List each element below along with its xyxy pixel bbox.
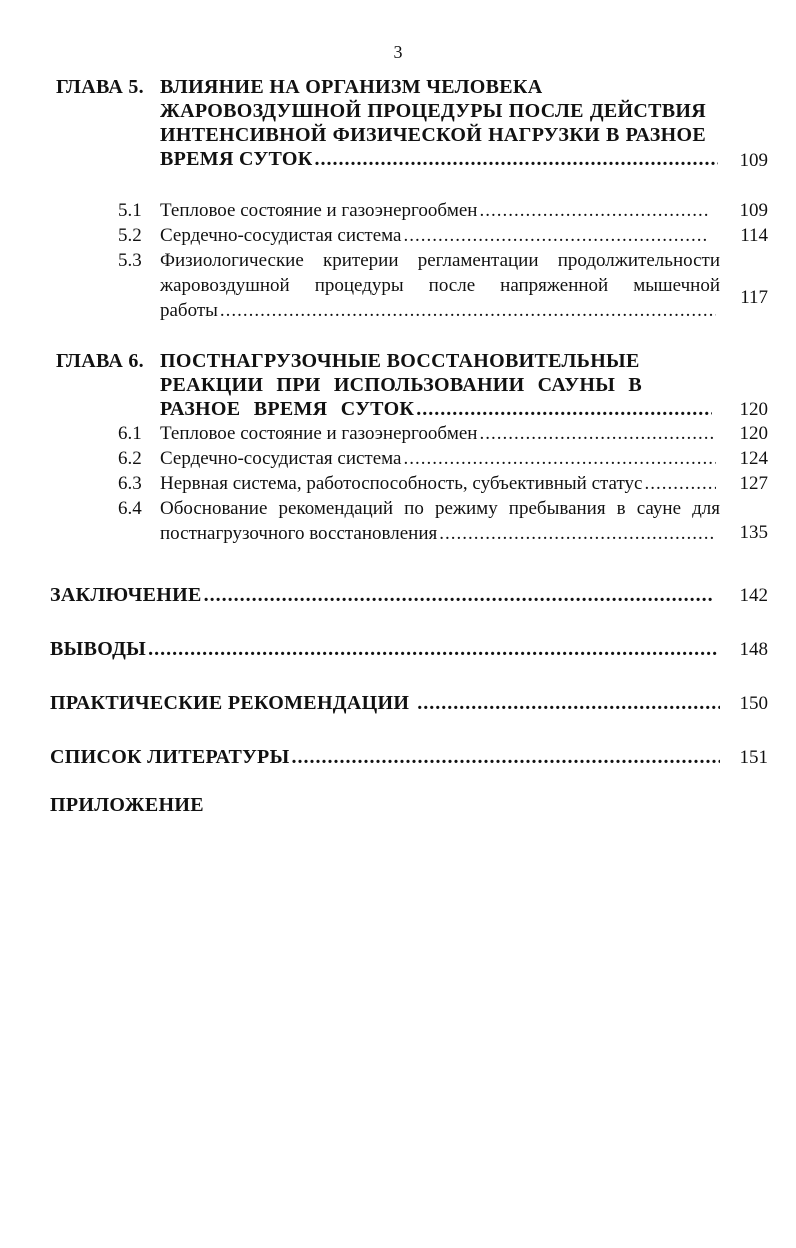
leader-dots (403, 448, 716, 470)
leader-dots (417, 692, 720, 715)
chapter5-title-line1: ВЛИЯНИЕ НА ОРГАНИЗМ ЧЕЛОВЕКА (160, 76, 543, 98)
chapter5-page: 109 (739, 150, 768, 171)
appendix-entry: ПРИЛОЖЕНИЕ (50, 794, 204, 816)
section-6-1-title: Тепловое состояние и газоэнергообмен ..... (160, 423, 716, 445)
section-6-2-page: 124 (739, 448, 768, 469)
recommendations-page: 150 (739, 693, 768, 714)
leader-dots (148, 638, 718, 661)
leader-dots (439, 523, 716, 545)
section-5-1-title: Тепловое состояние и газоэнергообмен ..... (160, 200, 708, 222)
findings-page: 148 (739, 639, 768, 660)
section-6-2-num: 6.2 (118, 448, 142, 469)
leader-dots (479, 200, 708, 222)
section-5-3-line2: жаровоздушной процедуры после напряженной мышечной (160, 275, 720, 296)
section-5-3-line1: Физиологические критерии регламентации продолжительности (160, 250, 720, 271)
leader-dots (416, 398, 712, 421)
section-5-1-num: 5.1 (118, 200, 142, 221)
references-page: 151 (739, 747, 768, 768)
section-6-4-page: 135 (739, 522, 768, 543)
section-5-3-page: 117 (740, 287, 768, 308)
chapter6-title-line3: РАЗНОЕ ВРЕМЯ СУТОК ..... (160, 398, 712, 421)
section-6-3-num: 6.3 (118, 473, 142, 494)
section-5-2-page: 114 (740, 225, 768, 246)
findings-entry: ВЫВОДЫ ..... (50, 638, 718, 661)
section-5-2-num: 5.2 (118, 225, 142, 246)
section-6-4-line2: постнагрузочного восстановления ..... (160, 523, 716, 545)
references-entry: СПИСОК ЛИТЕРАТУРЫ ..... (50, 746, 720, 769)
chapter5-title-line3: ИНТЕНСИВНОЙ ФИЗИЧЕСКОЙ НАГРУЗКИ В РАЗНОЕ (160, 124, 706, 146)
leader-dots (479, 423, 716, 445)
page-number: 3 (393, 42, 403, 62)
chapter6-title-line1: ПОСТНАГРУЗОЧНЫЕ ВОССТАНОВИТЕЛЬНЫЕ (160, 350, 640, 372)
section-5-2-title: Сердечно-сосудистая система ..... (160, 225, 708, 247)
conclusion-page: 142 (739, 585, 768, 606)
chapter6-page: 120 (739, 399, 768, 420)
leader-dots (403, 225, 708, 247)
section-5-1-page: 109 (739, 200, 768, 221)
section-6-1-num: 6.1 (118, 423, 142, 444)
chapter6-title-line2: РЕАКЦИИ ПРИ ИСПОЛЬЗОВАНИИ САУНЫ В (160, 374, 642, 396)
section-6-4-num: 6.4 (118, 498, 142, 519)
section-5-3-num: 5.3 (118, 250, 142, 271)
leader-dots (204, 584, 714, 607)
conclusion-entry: ЗАКЛЮЧЕНИЕ ..... (50, 584, 714, 607)
section-6-1-page: 120 (739, 423, 768, 444)
chapter5-title-line2: ЖАРОВОЗДУШНОЙ ПРОЦЕДУРЫ ПОСЛЕ ДЕЙСТВИЯ (160, 100, 706, 122)
leader-dots (315, 148, 718, 171)
chapter5-title-line4: ВРЕМЯ СУТОК ..... (160, 148, 718, 171)
section-6-3-title: Нервная система, работоспособность, субъективный статус ..... (160, 473, 716, 495)
chapter5-label: ГЛАВА 5. (56, 76, 144, 98)
section-5-3-line3: работы ..... (160, 300, 716, 322)
leader-dots (220, 300, 716, 322)
chapter6-label: ГЛАВА 6. (56, 350, 144, 372)
leader-dots (292, 746, 720, 769)
section-6-2-title: Сердечно-сосудистая система ..... (160, 448, 716, 470)
section-6-3-page: 127 (739, 473, 768, 494)
recommendations-entry: ПРАКТИЧЕСКИЕ РЕКОМЕНДАЦИИ ..... (50, 692, 720, 715)
section-6-4-line1: Обоснование рекомендаций по режиму пребывания в сауне для (160, 498, 720, 519)
leader-dots (644, 473, 716, 495)
